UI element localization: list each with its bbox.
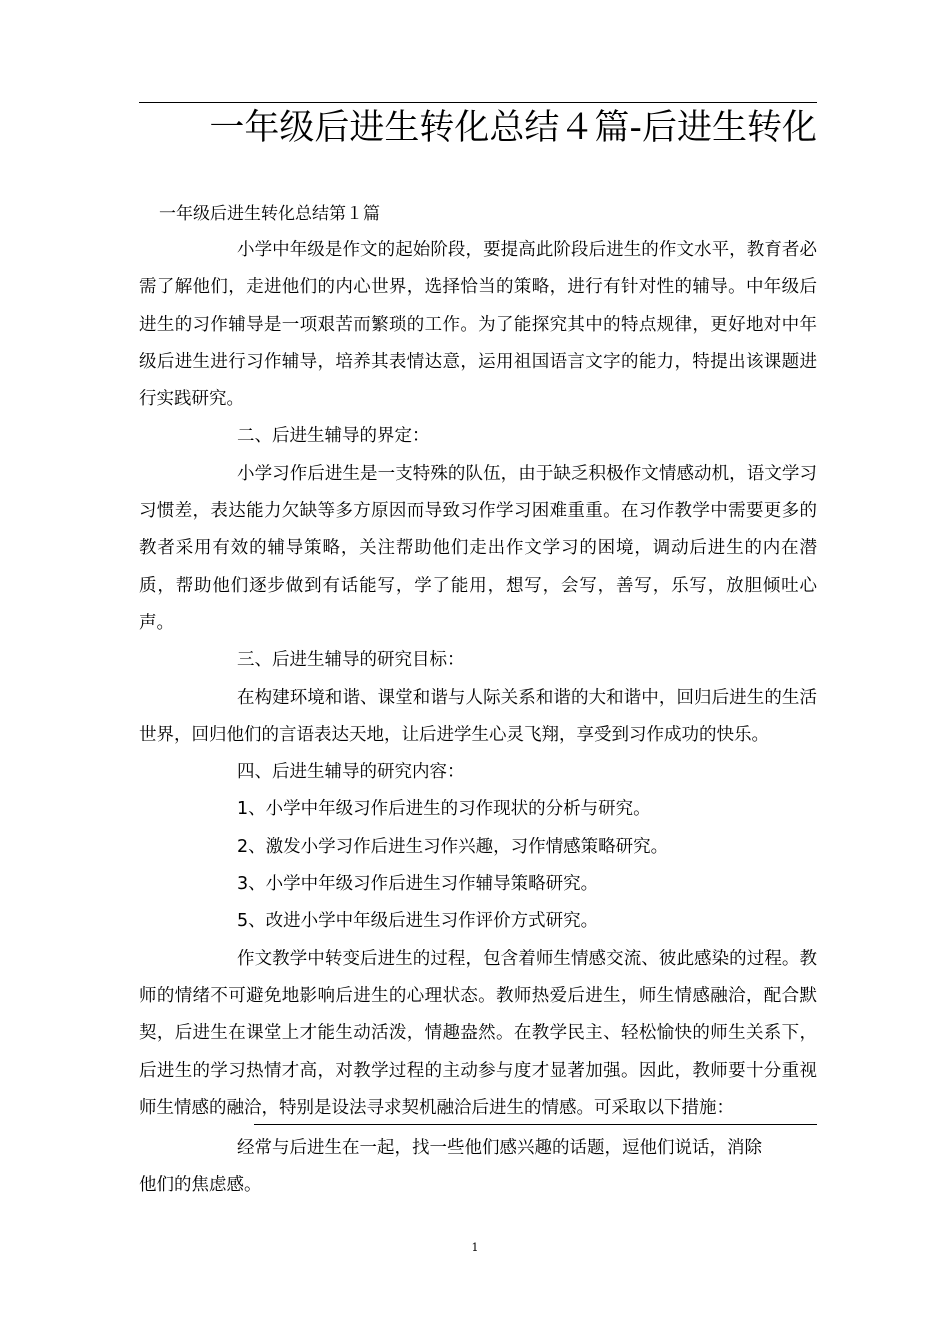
page-number: 1: [471, 1241, 479, 1254]
paragraph-goals: 在构建环境和谐、课堂和谐与人际关系和谐的大和谐中，回归后进生的生活世界，回归他们的言语表达天地，让后进学生心灵飞翔，享受到习作成功的快乐。: [139, 687, 817, 745]
list-item: 2、激发小学习作后进生习作兴趣，习作情感策略研究。: [237, 836, 669, 857]
heading-goals: 三、后进生辅导的研究目标：: [237, 650, 465, 671]
heading-definition: 二、后进生辅导的界定：: [237, 426, 430, 447]
paragraph-intro: 小学中年级是作文的起始阶段，要提高此阶段后进生的作文水平，教育者必需了解他们，走进他们的内心世界，选择恰当的策略，进行有针对性的辅导。中年级后进生的习作辅导是一项艰苦而繁琐的工作。为了能探究其中的特点规律，更好地对中年级后进生进行习作辅导，培养其表情达意，运用祖国语言文字的能力，特提出该课题进行实践研究。: [139, 240, 817, 410]
paragraph-emotion: 作文教学中转变后进生的过程，包含着师生情感交流、彼此感染的过程。教师的情绪不可避免地影响后进生的心理状态。教师热爱后进生，师生情感融洽，配合默契，后进生在课堂上才能生动活泼，情趣盎然。在教学民主、轻松愉快的师生关系下，后进生的学习热情才高，对教学过程的主动参与度才显著加强。因此，教师要十分重视师生情感的融洽，特别是设法寻求契机融洽后进生的情感。可采取以下措施：: [139, 948, 817, 1118]
document-body-continued: [139, 1130, 817, 1205]
paragraph-definition: 小学习作后进生是一支特殊的队伍，由于缺乏积极作文情感动机，语文学习习惯差，表达能力欠缺等多方原因而导致习作学习困难重重。在习作教学中需要更多的教者采用有效的辅导策略，关注帮助他们走出作文学习的困境，调动后进生的内在潜质，帮助他们逐步做到有话能写，学了能用，想写，会写，善写，乐写，放胆倾吐心声。: [139, 463, 817, 633]
paragraph-rule: [254, 1124, 817, 1125]
heading-content: 四、后进生辅导的研究内容：: [237, 762, 465, 783]
title-top-rule: [139, 102, 817, 103]
paragraph-measures-line-1: 经常与后进生在一起，找一些他们感兴趣的话题，逗他们说话，消除: [237, 1138, 762, 1158]
document-title: 一年级后进生转化总结４篇-后进生转化: [209, 108, 817, 148]
list-item: 5、改进小学中年级后进生习作评价方式研究。: [237, 911, 599, 932]
paragraph-measures-line-2: 他们的焦虑感。: [139, 1175, 262, 1196]
document-body: [139, 232, 817, 1127]
list-item: 1、小学中年级习作后进生的习作现状的分析与研究。: [237, 799, 651, 820]
list-item: 3、小学中年级习作后进生习作辅导策略研究。: [237, 874, 599, 895]
section-heading: 一年级后进生转化总结第１篇: [159, 204, 380, 224]
